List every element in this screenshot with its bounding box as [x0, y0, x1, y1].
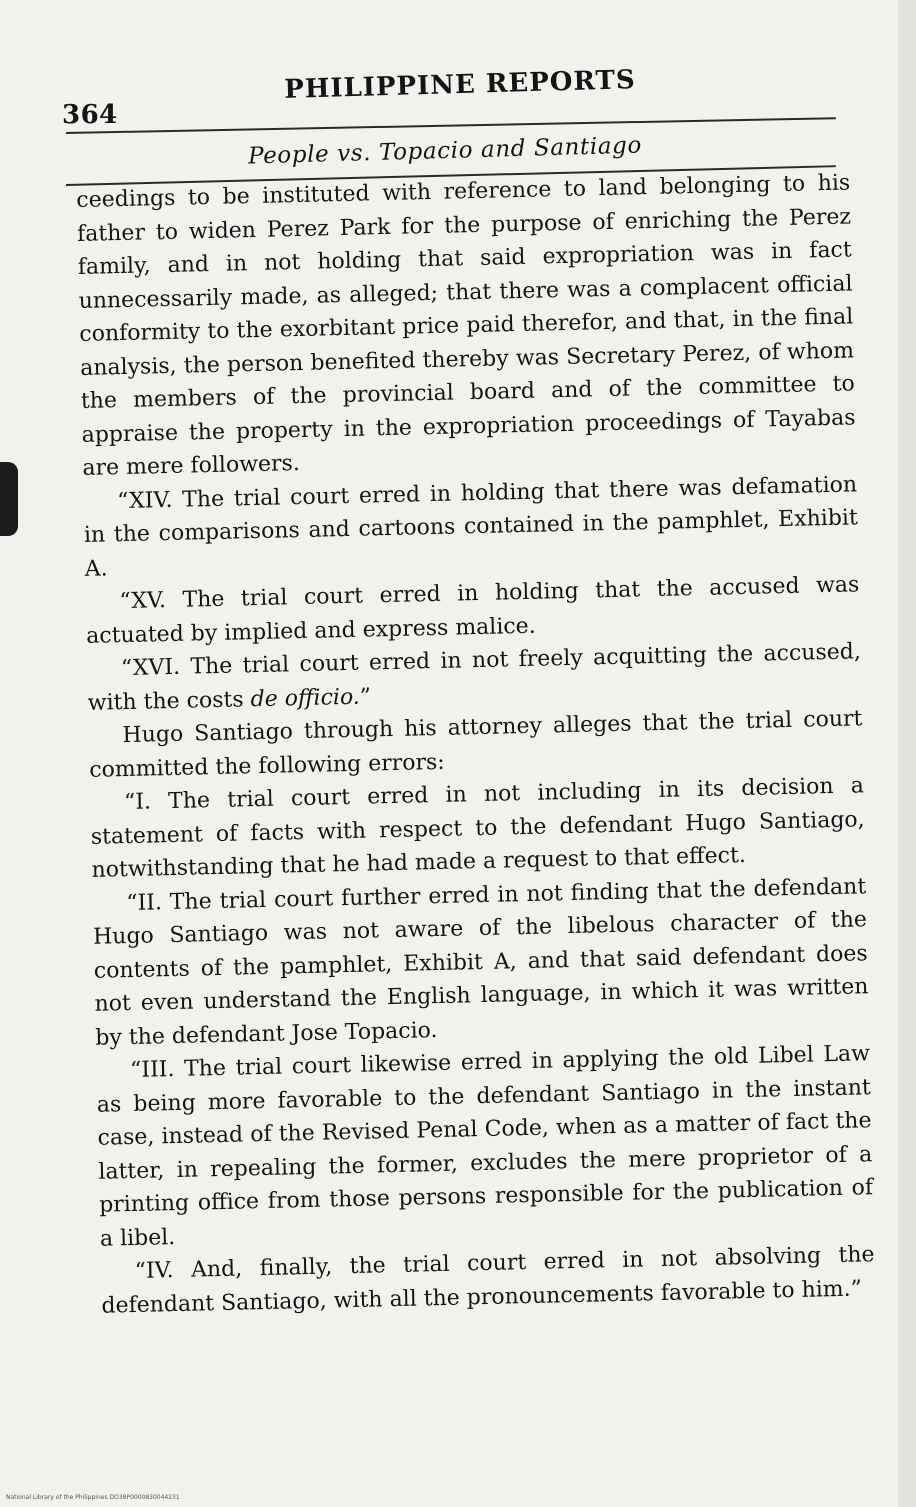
paragraph: ceedings to be instituted with reference to land belonging to his father to widen Perez Park for the purpose of enriching the Perez family, and in not holding that said expropriation was in fact unnecessarily made, as alleged; that there was a complacent official conformity to the exorbitant price paid therefor, and that, in the final analysis, the person benefited thereby was Secretary Perez, of whom the members of the provincial board and of the committee to appraise the property in the expropriation proceedings of Tayabas are mere followers. — [76, 170, 856, 481]
paragraph: “XIV. The trial court erred in holding that there was defamation in the comparisons and cartoons contained in the pamphlet, Exhibit A. — [83, 471, 859, 582]
paragraph: Hugo Santiago through his attorney alleges that the trial court committed the following errors: — [89, 706, 863, 783]
paragraph: “IV. And, finally, the trial court erred in not absolving the defendant Santiago, with all the pronouncements favorable to him.” — [101, 1242, 875, 1319]
paragraph: “I. The trial court erred in not including in its decision a statement of facts with respect to the defendant Hugo Santiago, notwithstanding that he had made a request to that effect. — [90, 773, 865, 883]
scan-footer: National Library of the Philippines DO38P0000830044231 — [6, 1494, 180, 1501]
body-text — [76, 166, 876, 1322]
page-number: 364 — [62, 100, 118, 130]
running-head: PHILIPPINE REPORTS — [283, 65, 637, 105]
paragraph: “II. The trial court further erred in not finding that the defendant Hugo Santiago was not aware of the libelous character of the contents of the pamphlet, Exhibit A, and that said defendant does not even understand the English language, in which it was written by the defendant Jose Topacio. — [92, 873, 869, 1051]
closing-quote: ” — [359, 683, 372, 710]
case-title: People vs. Topacio and Santiago — [247, 132, 643, 170]
paragraph: “XV. The trial court erred in holding that the accused was actuated by implied and express malice. — [85, 572, 860, 649]
italic-phrase: de officio. — [250, 684, 361, 712]
paragraph-text: “XVI. The trial court erred in not freely acquitting the accused, with the costs — [87, 639, 862, 716]
page-edge — [898, 0, 916, 1507]
paragraph: “III. The trial court likewise erred in applying the old Libel Law as being more favorable to the defendant Santiago in the instant case, instead of the Revised Penal Code, when as a matter of fact the latter, in repealing the former, excludes the mere proprietor of a printing office from those persons responsible for the publication of a libel. — [96, 1041, 874, 1252]
binding-shadow — [0, 462, 18, 536]
